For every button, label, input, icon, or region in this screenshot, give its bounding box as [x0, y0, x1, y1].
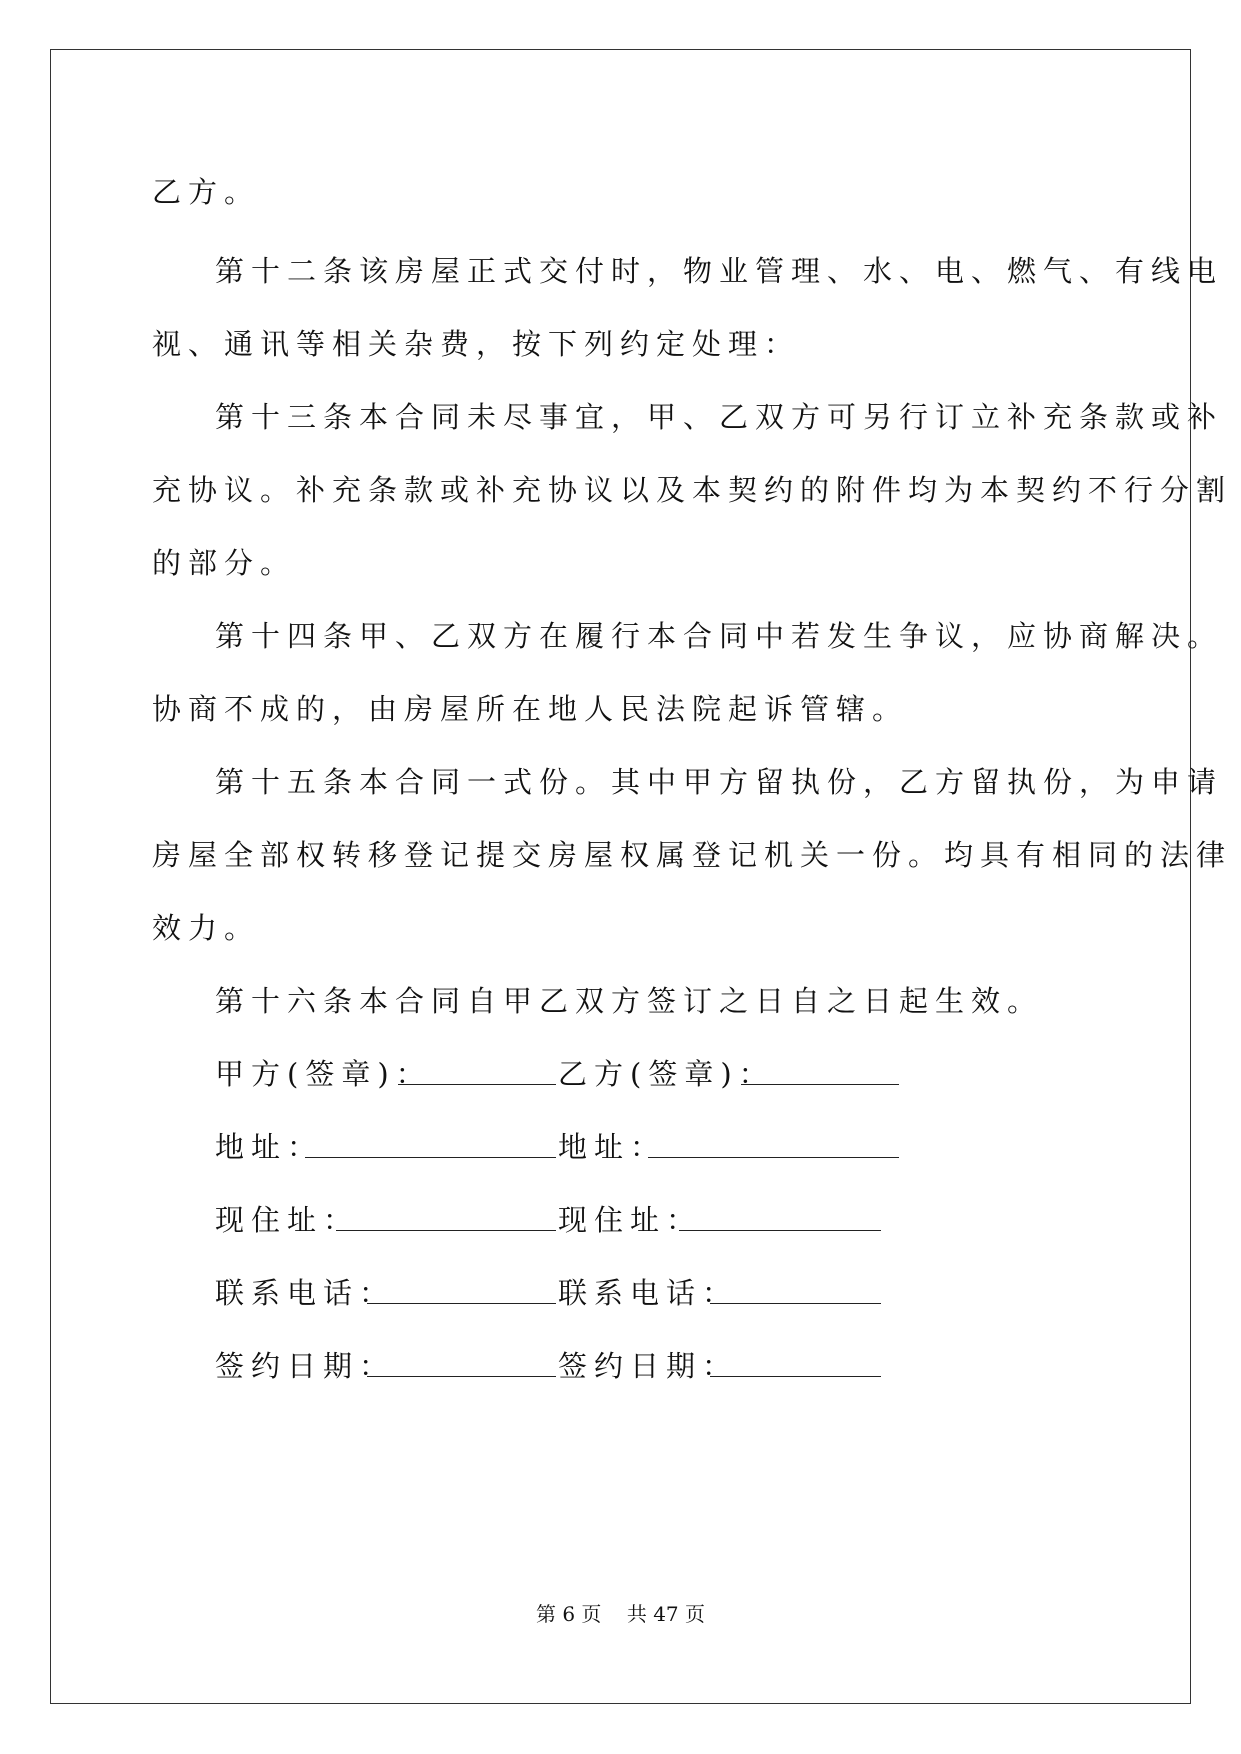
paragraph-line: 乙方。 — [152, 175, 261, 209]
party-a-signature-label: 甲方(签章)： — [215, 1057, 432, 1091]
party-a-address-blank[interactable] — [305, 1157, 556, 1158]
party-b-address-label: 地址： — [558, 1130, 667, 1164]
party-a-phone-label: 联系电话： — [215, 1276, 396, 1310]
party-b-date-label: 签约日期： — [558, 1349, 739, 1383]
paragraph-line: 第十二条该房屋正式交付时，物业管理、水、电、燃气、有线电 — [215, 254, 1224, 288]
paragraph-line: 第十三条本合同未尽事宜，甲、乙双方可另行订立补充条款或补 — [215, 400, 1224, 434]
party-b-phone-label: 联系电话： — [558, 1276, 739, 1310]
paragraph-line: 的部分。 — [152, 546, 297, 580]
page-border — [50, 49, 1191, 1704]
party-a-phone-blank[interactable] — [367, 1303, 556, 1304]
party-a-current-address-blank[interactable] — [336, 1230, 556, 1231]
paragraph-line: 第十四条甲、乙双方在履行本合同中若发生争议，应协商解决。 — [215, 619, 1224, 653]
party-b-date-blank[interactable] — [710, 1376, 881, 1377]
party-a-date-blank[interactable] — [367, 1376, 556, 1377]
party-b-current-address-label: 现住址： — [558, 1203, 703, 1237]
party-b-phone-blank[interactable] — [710, 1303, 881, 1304]
party-a-date-label: 签约日期： — [215, 1349, 396, 1383]
page-number: 第 6 页 共 47 页 — [535, 1602, 706, 1626]
paragraph-line: 效力。 — [152, 911, 261, 945]
paragraph-line: 第十六条本合同自甲乙双方签订之日自之日起生效。 — [215, 984, 1044, 1018]
paragraph-line: 房屋全部权转移登记提交房屋权属登记机关一份。均具有相同的法律 — [152, 838, 1233, 872]
party-b-current-address-blank[interactable] — [679, 1230, 881, 1231]
paragraph-line: 协商不成的，由房屋所在地人民法院起诉管辖。 — [152, 692, 909, 726]
party-b-signature-label: 乙方(签章)： — [558, 1057, 775, 1091]
party-b-signature-blank[interactable] — [741, 1084, 899, 1085]
party-a-signature-blank[interactable] — [398, 1084, 556, 1085]
party-a-current-address-label: 现住址： — [215, 1203, 360, 1237]
paragraph-line: 充协议。补充条款或补充协议以及本契约的附件均为本契约不行分割 — [152, 473, 1233, 507]
party-b-address-blank[interactable] — [648, 1157, 899, 1158]
paragraph-line: 视、通讯等相关杂费，按下列约定处理： — [152, 327, 801, 361]
paragraph-line: 第十五条本合同一式份。其中甲方留执份，乙方留执份，为申请 — [215, 765, 1224, 799]
party-a-address-label: 地址： — [215, 1130, 324, 1164]
